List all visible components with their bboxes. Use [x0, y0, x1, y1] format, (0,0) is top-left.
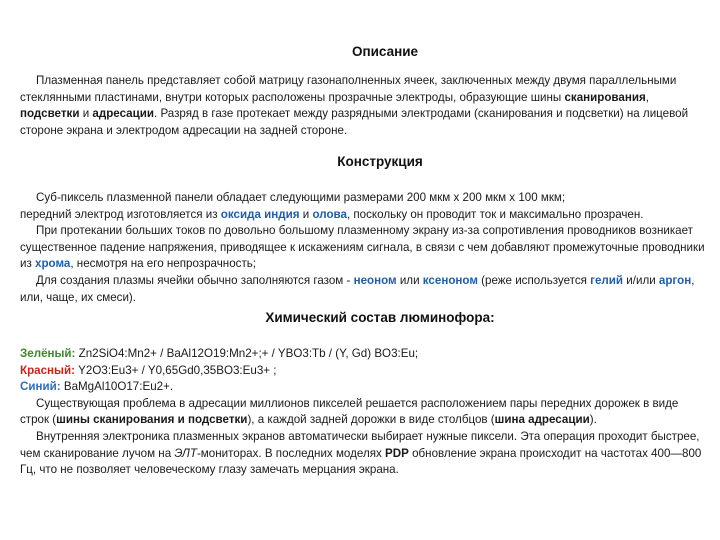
green-label: Зелёный: [20, 347, 76, 360]
term-address-bus: шина адресации [494, 413, 590, 427]
construction-p1: Суб-пиксель плазменной панели обладает следующими размерами 200 мкм х 200 мкм х 100 мкм; [36, 191, 566, 204]
link-argon[interactable]: аргон [658, 273, 692, 287]
heading-description: Описание [351, 44, 419, 59]
term-scan-backlight-buses: шины сканирования и подсветки [56, 413, 248, 427]
term-pdp: PDP [385, 446, 409, 460]
term-scanning: сканирования [564, 90, 646, 104]
term-backlight: подсветки [20, 107, 80, 121]
construction-p4: Для создания плазмы ячейки обычно заполняются газом - неоном или ксеноном (реже используется гелий и/или аргон, или, чаще, их смеси). [20, 273, 695, 304]
term-crt: ЭЛТ [174, 446, 197, 460]
electronics-paragraph: Внутренняя электроника плазменных экранов автоматически выбирает нужные пиксели. Эта операция проходит быстрее, чем сканирование лучом на ЭЛТ-мониторах. В последних моделях PDP обновление экрана происходит на частотах 400—800 Гц, что не позволяет человеческому глазу замечать мерцания экрана. [20, 429, 702, 477]
heading-construction: Конструкция [337, 154, 423, 169]
construction-p2: передний электрод изготовляется из оксида индия и олова, поскольку он проводит ток и максимально прозрачен. [20, 207, 644, 221]
construction-text [20, 190, 708, 306]
blue-label: Синий: [20, 380, 61, 394]
phosphor-text [20, 346, 708, 479]
link-xenon[interactable]: ксеноном [422, 273, 478, 287]
heading-phosphor-composition: Химический состав люминофора: [265, 310, 495, 325]
phosphor-blue: Синий: BaMgAl10O17:Eu2+. [20, 380, 174, 394]
phosphor-green: Зелёный: Zn2SiO4:Mn2+ / BaAl12O19:Mn2+;+ / YBO3:Tb / (Y, Gd) BO3:Eu; [20, 347, 419, 360]
description-paragraph: Плазменная панель представляет собой матрицу газонаполненных ячеек, заключенных между двумя параллельными стеклянными пластинами, внутри которых расположены прозрачные электроды, образующие шины сканирования, подсветки и адресации. Разряд в газе протекает между разрядными электродами (сканирования и подсветки) на лицевой стороне экрана и электродом адресации на задней стороне. [20, 74, 689, 137]
construction-p3: При протекании больших токов по довольно большому плазменному экрану из-за сопротивления проводников возникает существенное падение напряжения, приводящее к искажениям сигнала, в связи с чем добавляют промежуточные проводники из хрома, несмотря на его непрозрачность; [20, 224, 705, 271]
link-helium[interactable]: гелий [590, 273, 624, 287]
link-indium-oxide[interactable]: оксида индия [220, 207, 300, 221]
link-neon[interactable]: неоном [353, 273, 397, 287]
red-label: Красный: [20, 363, 75, 377]
addressing-paragraph: Существующая проблема в адресации миллионов пикселей решается расположением пары передних дорожек в виде строк (шины сканирования и подсветки), а каждой задней дорожки в виде столбцов (шина адресации). [20, 396, 679, 427]
term-addressing: адресации [92, 107, 154, 121]
description-text [20, 73, 708, 139]
phosphor-red: Красный: Y2O3:Eu3+ / Y0,65Gd0,35BO3:Eu3+ ; [20, 363, 277, 377]
link-tin[interactable]: олова [312, 207, 347, 221]
link-chrome[interactable]: хрома [35, 257, 71, 271]
